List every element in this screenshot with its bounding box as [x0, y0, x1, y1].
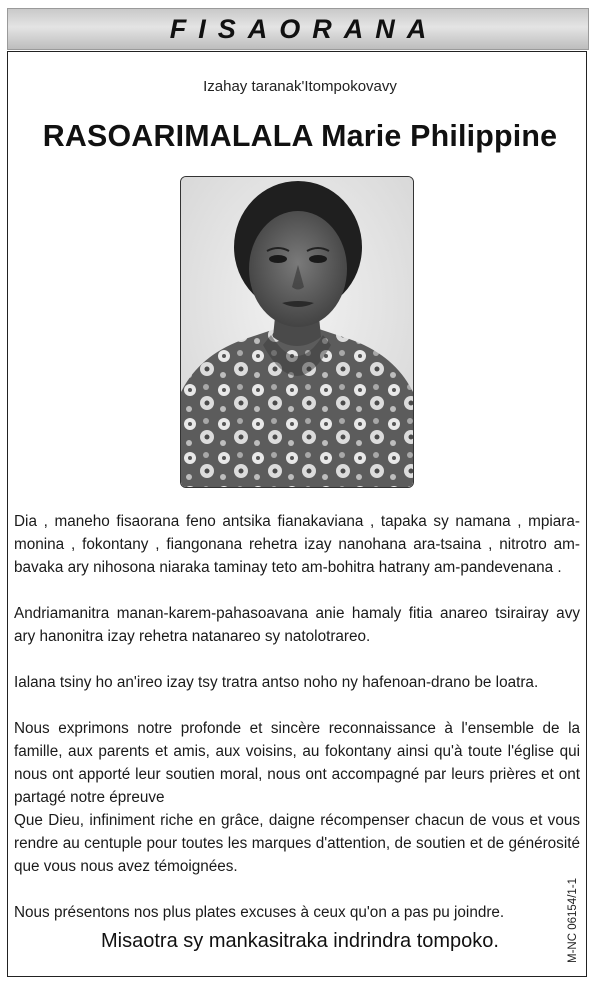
closing-line: Misaotra sy mankasitraka indrindra tompoko. — [101, 930, 499, 952]
family-intro: Izahay taranak'Itompokovavy — [203, 78, 397, 95]
paragraph-apology-french: Nous présentons nos plus plates excuses à ceux qu'on a pas pu joindre. — [14, 904, 505, 921]
paragraph-blessing-malagasy: Andriamanitra manan-karem-pahasoavana anie hamaly fitia anareo tsirairay avy ary hanonitra izay rehetra natanareo sy natolotrareo. — [14, 605, 580, 645]
reference-code: M-NC 06154/1-1 — [567, 877, 579, 963]
deceased-portrait — [180, 176, 414, 488]
paragraph-thanks-malagasy: Dia , maneho fisaorana feno antsika fianakaviana , tapaka sy namana , mpiara-monina , fokontany , fiangonana rehetra izay nanohana ara-tsaina , nitrotro am-bavaka ary nihosona niaraka taminay teto am-bohitra hatrany am-pandevenana . — [14, 513, 580, 576]
paragraph-apology-malagasy: Ialana tsiny ho an'ireo izay tsy tratra antso noho ny hafenoan-drano be loatra. — [14, 674, 539, 691]
message-body — [14, 510, 580, 947]
header-title: FISAORANA — [169, 13, 439, 44]
deceased-name: RASOARIMALALA Marie Philippine — [42, 118, 558, 153]
paragraph-thanks-french: Nous exprimons notre profonde et sincère reconnaissance à l'ensemble de la famille, aux parents et amis, aux voisins, au fokontany ainsi qu'à toute l'église qui nous ont apporté leur soutien moral, nous ont accompagné par leurs prières et ont partagé notre épreuve — [14, 720, 580, 806]
header-banner — [7, 8, 589, 50]
paragraph-blessing-french: Que Dieu, infiniment riche en grâce, daigne récompenser chacun de vous et vous rendre au centuple pour toutes les marques d'attention, de soutien et de générosité que vous nous avez témoignées. — [14, 812, 580, 875]
